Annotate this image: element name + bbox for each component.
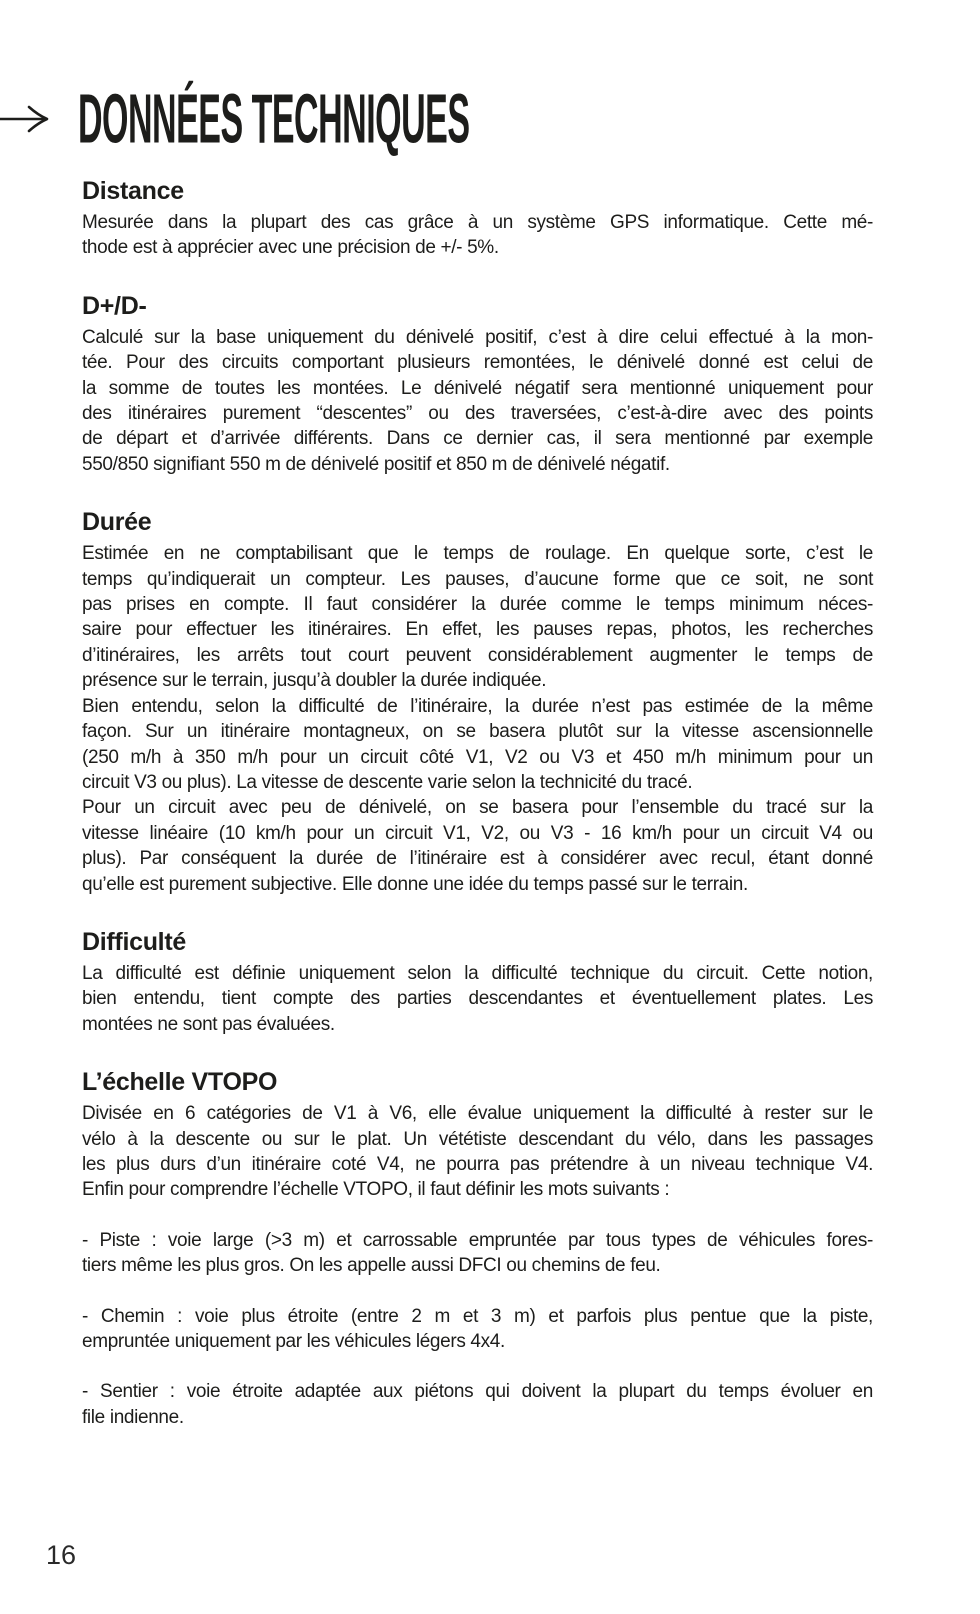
paragraph (82, 1101, 873, 1203)
paragraph (82, 325, 873, 477)
section-body-echelle-vtopo (82, 1101, 873, 1430)
paragraph (82, 1304, 873, 1355)
text-line: les plus durs d’un itinéraire coté V4, ne pourra pas prétendre à un niveau technique V4. (82, 1153, 873, 1175)
text-line: montées ne sont pas évaluées. (82, 1013, 335, 1035)
text-line: vélo à la descente ou sur le plat. Un vététiste descendant du vélo, dans les passages (82, 1128, 873, 1150)
text-line: 550/850 signifiant 550 m de dénivelé positif et 850 m de dénivelé négatif. (82, 453, 670, 475)
text-line: thode est à apprécier avec une précision de +/- 5%. (82, 237, 499, 259)
text-line: saire pour effectuer les itinéraires. En effet, les pauses repas, photos, les recherches (82, 619, 873, 641)
section-heading-echelle-vtopo: L’échelle VTOPO (82, 1068, 278, 1097)
text-line: Pour un circuit avec peu de dénivelé, on se basera pour l’ensemble du tracé sur la (82, 797, 873, 819)
content-column (82, 176, 873, 1430)
text-line: Estimée en ne comptabilisant que le temps de roulage. En quelque sorte, c’est le (82, 543, 873, 565)
paragraph (82, 1228, 873, 1279)
section-distance (82, 176, 873, 261)
paragraph (82, 541, 873, 693)
paragraph (82, 694, 873, 796)
text-line: (250 m/h à 350 m/h pour un circuit côté V1, V2 ou V3 et 450 m/h minimum pour un (82, 746, 873, 768)
paragraph (82, 1379, 873, 1430)
text-line: Mesurée dans la plupart des cas grâce à un système GPS informatique. Cette mé- (82, 212, 873, 233)
section-heading-duree: Durée (82, 508, 152, 537)
text-line: Divisée en 6 catégories de V1 à V6, elle évalue uniquement la difficulté à rester sur le (82, 1103, 873, 1125)
section-echelle-vtopo (82, 1067, 873, 1430)
text-line: empruntée uniquement par les véhicules légers 4x4. (82, 1331, 505, 1352)
paragraph (82, 210, 873, 261)
text-line: pas prises en compte. Il faut considérer la durée comme le temps minimum néces- (82, 594, 873, 616)
text-line: Enfin pour comprendre l’échelle VTOPO, il faut définir les mots suivants : (82, 1179, 670, 1201)
text-line: vitesse linéaire (10 km/h pour un circuit V1, V2, ou V3 - 16 km/h pour un circuit V4 ou (82, 822, 873, 844)
text-line: Calculé sur la base uniquement du dénivelé positif, c’est à dire celui effectué à la mon- (82, 326, 873, 348)
section-body-duree (82, 541, 873, 897)
text-line: façon. Sur un itinéraire montagneux, on se basera plutôt sur la vitesse ascensionnelle (82, 721, 873, 743)
section-body-denivele (82, 325, 873, 477)
text-line: Bien entendu, selon la difficulté de l’itinéraire, la durée n’est pas estimée de la même (82, 695, 873, 717)
paragraph (82, 961, 873, 1037)
section-difficulte (82, 927, 873, 1037)
text-line: - Chemin : voie plus étroite (entre 2 m et 3 m) et parfois plus pentue que la piste, (82, 1305, 873, 1327)
text-line: la somme de toutes les montées. Le dénivelé négatif sera mentionné uniquement pour (82, 377, 873, 399)
section-heading-difficulte: Difficulté (82, 927, 186, 956)
text-line: qu’elle est purement subjective. Elle donne une idée du temps passé sur le terrain. (82, 873, 748, 895)
section-body-difficulte (82, 961, 873, 1037)
text-line: des itinéraires purement “descentes” ou des traversées, c’est-à-dire avec des points (82, 403, 873, 425)
text-line: tée. Pour des circuits comportant plusieurs remontées, le dénivelé donné est celui de (82, 352, 873, 374)
text-line: La difficulté est définie uniquement selon la difficulté technique du circuit. Cette notion, (82, 962, 873, 984)
page-header (0, 80, 861, 158)
text-line: - Sentier : voie étroite adaptée aux piétons qui doivent la plupart du temps évoluer en (82, 1381, 873, 1403)
text-line: tiers même les plus gros. On les appelle aussi DFCI ou chemins de feu. (82, 1255, 661, 1277)
text-line: file indienne. (82, 1406, 184, 1428)
right-arrow-icon (0, 101, 52, 137)
text-line: présence sur le terrain, jusqu’à doubler la durée indiquée. (82, 670, 547, 692)
section-body-distance (82, 210, 873, 261)
text-line: de départ et d’arrivée différents. Dans ce dernier cas, il sera mentionné par exemple (82, 428, 873, 450)
text-line: plus). Par conséquent la durée de l’itinéraire est à considérer avec recul, étant donné (82, 848, 873, 870)
text-line: bien entendu, tient compte des parties descendantes et éventuellement plates. Les (82, 988, 873, 1010)
section-denivele (82, 291, 873, 477)
section-duree (82, 507, 873, 897)
page-number: 16 (46, 1540, 77, 1570)
section-heading-distance: Distance (82, 177, 184, 205)
text-line: circuit V3 ou plus). La vitesse de descente varie selon la technicité du tracé. (82, 771, 693, 793)
paragraph (82, 795, 873, 897)
text-line: d’itinéraires, les arrêts tout court peuvent considérablement augmenter le temps de (82, 644, 873, 666)
text-line: temps qu’indiquerait un compteur. Les pauses, d’aucune forme que ce soit, ne sont (82, 568, 873, 590)
section-heading-denivele: D+/D- (82, 291, 147, 320)
page-title: DONNÉES TECHNIQUES (78, 80, 470, 158)
text-line: - Piste : voie large (>3 m) et carrossable empruntée par tous types de véhicules fores- (82, 1229, 873, 1251)
